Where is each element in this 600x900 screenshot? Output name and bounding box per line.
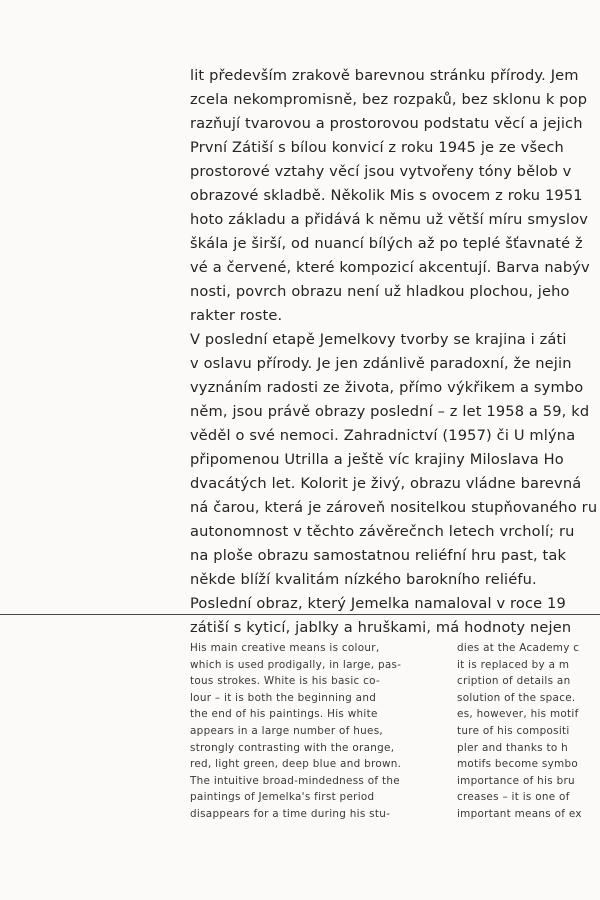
english-text-line: es, however, his motif [457, 708, 579, 721]
czech-text-line: ná čarou, která je zároveň nositelkou stupňovaného ru [190, 499, 598, 516]
czech-text-line: zátiší s kyticí, jablky a hruškami, má hodnoty nejen [190, 619, 572, 636]
section-divider [0, 614, 600, 615]
english-text-line: strongly contrasting with the orange, [190, 741, 395, 754]
czech-text-line: prostorové vztahy věcí jsou vytvořeny tóny bělob v [190, 163, 572, 180]
czech-text-line: hoto základu a přidává k němu už větší míru smyslov [190, 211, 589, 228]
czech-body-text [190, 64, 600, 640]
czech-text-line: První Zátiší s bílou konvicí z roku 1945 je ze všech [190, 139, 564, 156]
english-text-line: His main creative means is colour, [190, 642, 380, 654]
czech-text-line: Poslední obraz, který Jemelka namaloval v roce 19 [190, 595, 566, 612]
english-column-left [190, 640, 446, 823]
english-text-line: red, light green, deep blue and brown. [190, 758, 402, 771]
czech-text-line: věděl o své nemoci. Zahradnictví (1957) či U mlýna [190, 427, 576, 444]
english-text-line: which is used prodigally, in large, pas- [190, 658, 402, 671]
english-text-line: motifs become symbo [457, 758, 579, 771]
english-text-line: disappears for a time during his stu- [190, 807, 391, 820]
english-text-line: it is replaced by a m [457, 658, 570, 671]
english-text-line: paintings of Jemelka's first period [190, 791, 375, 804]
czech-text-line: rakter roste. [190, 307, 283, 324]
english-text-line: the end of his paintings. His white [190, 708, 378, 721]
czech-text-line: dvacátých let. Kolorit je živý, obrazu vládne barevná [190, 475, 582, 492]
english-text-line: The intuitive broad-mindedness of the [190, 774, 400, 787]
english-text-line: creases – it is one of [457, 791, 570, 804]
english-text-line: lour – it is both the beginning and [190, 691, 377, 704]
czech-text-line: razňují tvarovou a prostorovou podstatu věcí a jejich [190, 115, 583, 132]
english-text-line: ture of his compositi [457, 724, 570, 737]
czech-text-line: někde blíží kvalitám nízkého barokního reliéfu. [190, 571, 537, 588]
english-text-line: solution of the space. [457, 691, 576, 704]
czech-text-line: v oslavu přírody. Je jen zdánlivě paradoxní, že nejin [190, 355, 572, 372]
english-text-line: dies at the Academy c [457, 642, 580, 654]
czech-text-line: autonomnost v těchto závěrečnch letech vrcholí; ru [190, 523, 575, 540]
english-text-line: cription of details an [457, 675, 571, 688]
english-column-right [457, 640, 600, 823]
czech-text-line: nosti, povrch obrazu není už hladkou plochou, jeho [190, 283, 570, 300]
czech-text-line: připomenou Utrilla a ještě víc krajiny Miloslava Ho [190, 451, 564, 468]
czech-text-line: něm, jsou právě obrazy poslední – z let 1958 a 59, kd [190, 403, 590, 420]
english-text-line: appears in a large number of hues, [190, 724, 384, 737]
english-text-line: tous strokes. White is his basic co- [190, 675, 381, 688]
czech-text-line: škála je širší, od nuancí bílých až po teplé šťavnaté ž [190, 235, 583, 252]
czech-text-line: obrazové skladbě. Několik Mis s ovocem z roku 1951 [190, 187, 583, 204]
czech-text-line: na ploše obrazu samostatnou reliéfní hru past, tak [190, 547, 567, 564]
czech-text-line: vyznáním radosti ze života, přímo výkřikem a symbo [190, 379, 584, 396]
czech-text-line: V poslední etapě Jemelkovy tvorby se krajina i záti [190, 331, 567, 348]
czech-text-line: lit především zrakově barevnou stránku přírody. Jem [190, 67, 579, 84]
czech-text-line: zcela nekompromisně, bez rozpaků, bez sklonu k pop [190, 91, 588, 108]
english-text-line: importance of his bru [457, 774, 575, 787]
english-text-line: important means of ex [457, 807, 582, 820]
english-text-line: pler and thanks to h [457, 741, 568, 754]
czech-text-line: vé a červené, které kompozicí akcentují. Barva nabýv [190, 259, 590, 276]
